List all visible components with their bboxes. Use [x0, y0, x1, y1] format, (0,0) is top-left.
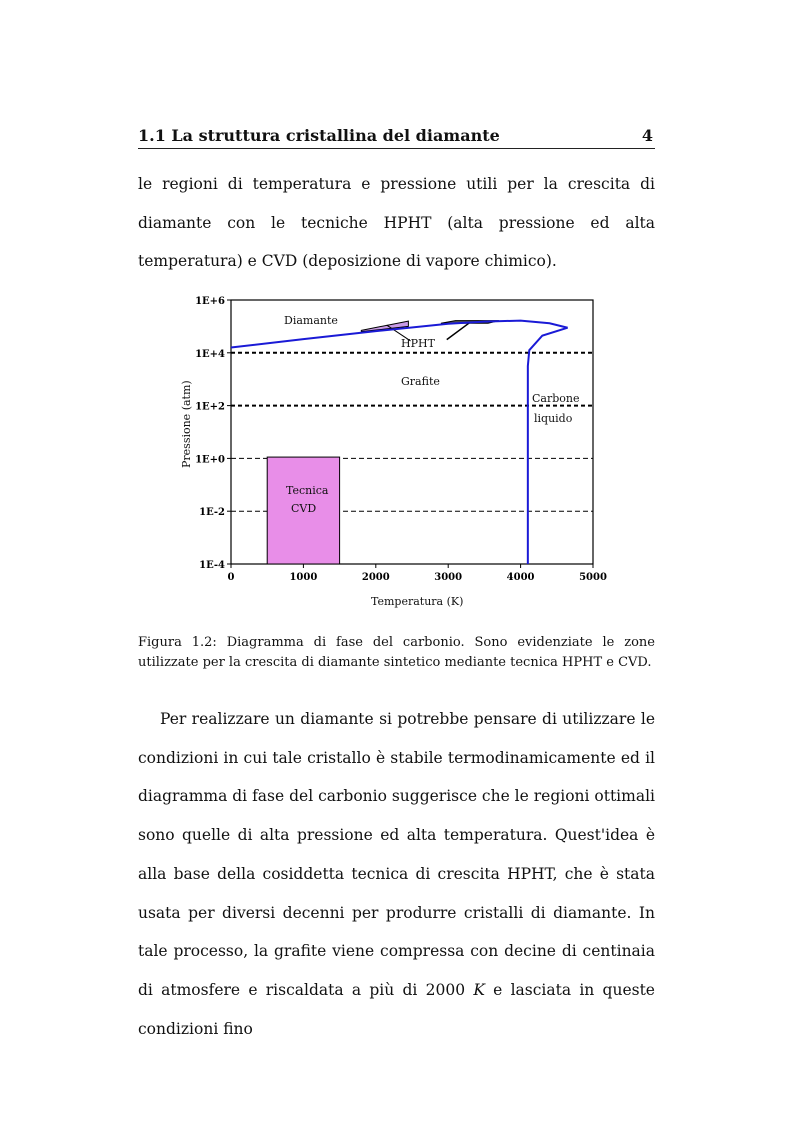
kelvin-symbol: K: [473, 980, 485, 999]
page-number: 4: [641, 126, 653, 145]
paragraph-intro: le regioni di temperatura e pressione utili per la crescita di diamante con le tecniche HPHT (alta pressione ed alta temperatura) e CVD (deposizione di vapore chimico).: [138, 175, 655, 271]
region-label-carbone: Carbone: [532, 392, 580, 405]
hpht-pointer: [447, 322, 470, 339]
region-label-grafite: Grafite: [401, 375, 440, 388]
figure-caption: Figura 1.2: Diagramma di fase del carbonio. Sono evidenziate le zone utilizzate per la crescita di diamante sintetico mediante tecnica HPHT e CVD.: [138, 635, 655, 670]
section-title: 1.1 La struttura cristallina del diamante: [138, 126, 500, 145]
region-label-diamante: Diamante: [284, 314, 338, 327]
region-label-cvd: CVD: [291, 502, 317, 515]
y-tick-label: 1E+0: [195, 454, 225, 466]
paragraph-hpht: [138, 700, 655, 1048]
x-axis-label: Temperatura (K): [371, 595, 464, 608]
region-label-liquido: liquido: [534, 412, 573, 425]
paragraph-hpht-end: e lasciata in queste condizioni fino: [138, 980, 655, 1038]
y-tick-label: 1E+2: [195, 401, 225, 413]
x-tick-label: 5000: [579, 572, 607, 583]
x-tick-label: 0: [227, 572, 235, 583]
y-axis-label: Pressione (atm): [180, 380, 193, 468]
y-tick-label: 1E+4: [195, 348, 225, 360]
liquid-boundary: [528, 328, 568, 564]
x-tick-label: 2000: [361, 572, 390, 583]
phase-diagram-chart: [176, 290, 616, 615]
x-tick-label: 3000: [434, 572, 463, 583]
page-header: [138, 124, 655, 149]
region-label-hpht: HPHT: [401, 337, 435, 350]
phase-diagram-figure: [176, 290, 616, 615]
region-label-tecnica: Tecnica: [286, 484, 329, 497]
paragraph-hpht-text: Per realizzare un diamante si potrebbe pensare di utilizzare le condizioni in cui tale cristallo è stabile termodinamicamente ed il diagramma di fase del carbonio suggerisce che le regioni ottimali sono quelle di alta pressione ed alta temperatura. Quest'idea è alla base della cosiddetta tecnica di crescita HPHT, che è stata usata per diversi decenni per produrre cristalli di diamante. In tale processo, la grafite viene compressa con decine di centinaia di atmosfere e riscaldata a più di 2000: [138, 710, 655, 999]
y-tick-label: 1E+6: [195, 296, 225, 307]
x-tick-label: 1000: [289, 572, 318, 583]
x-tick-label: 4000: [506, 572, 535, 583]
y-tick-label: 1E-4: [199, 560, 225, 571]
y-tick-label: 1E-2: [199, 507, 225, 519]
